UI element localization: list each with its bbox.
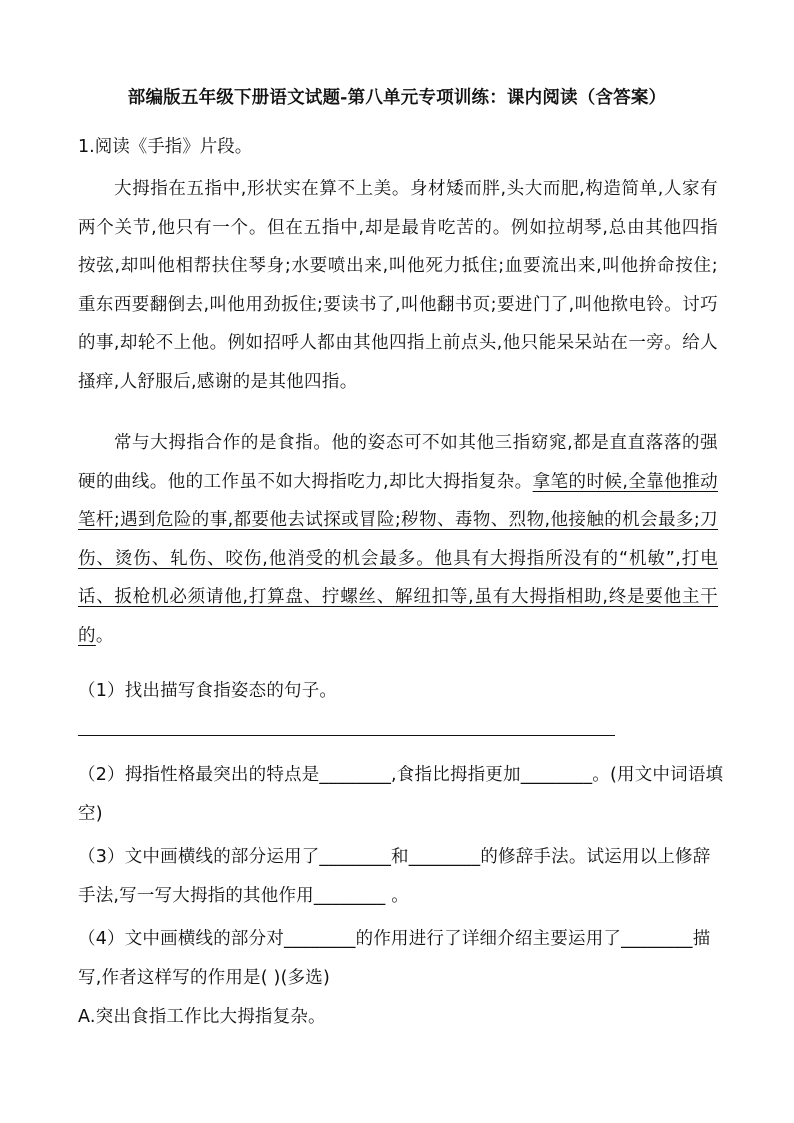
sub-question-4: （4）文中画横线的部分对________的作用进行了详细介绍主要运用了________描写,作者这样写的作用是( )(多选) — [78, 929, 711, 988]
sub-question-1: （1）找出描写食指姿态的句子。 — [78, 681, 338, 701]
passage-p2-text: 常与大拇指合作的是食指。他的姿态可不如其他三指窈窕,都是直直落落的强硬的曲线。他的工作虽不如大拇指吃力,却比大拇指复杂。 — [78, 433, 718, 492]
underlined-passage: 拿笔的时候,全靠他推动笔杆;遇到危险的事,都要他去试探或冒险;秽物、毒物、烈物,他接触的机会最多;刀伤、烫伤、轧伤、咬伤,他消受的机会最多。他具有大拇指所没有的“机敏”,打电话、扳枪机必须请他,打算盘、拧螺丝、解纽扣等,虽有大拇指相助,终是要他主干的 — [78, 471, 718, 646]
option-a: A.突出食指工作比大拇指复杂。 — [78, 1007, 326, 1027]
passage-paragraph-2 — [78, 424, 718, 655]
question-1-heading: 1.阅读《手指》片段。 — [78, 137, 253, 157]
passage-paragraph-1: 大拇指在五指中,形状实在算不上美。身材矮而胖,头大而肥,构造简单,人家有两个关节,他只有一个。但在五指中,却是最肯吃苦的。例如拉胡琴,总由其他四指按弦,却叫他相帮扶住琴身;水要喷出来,叫他死力抵住;血要流出来,叫他拚命按住;重东西要翻倒去,叫他用劲扳住;要读书了,叫他翻书页;要进门了,叫他揿电铃。讨巧的事,却轮不上他。例如招呼人都由其他四指上前点头,他只能呆呆站在一旁。给人搔痒,人舒服后,感谢的是其他四指。 — [78, 179, 718, 392]
document-title: 部编版五年级下册语文试题-第八单元专项训练：课内阅读（含答案） — [127, 88, 667, 108]
answer-blank-line[interactable] — [78, 735, 615, 736]
passage-p2-end: 。 — [95, 625, 114, 646]
sub-question-2: （2）拇指性格最突出的特点是________,食指比拇指更加________。(用文中词语填空) — [78, 765, 724, 824]
sub-question-3: （3）文中画横线的部分运用了________和________的修辞手法。试运用以上修辞手法,写一写大拇指的其他作用________ 。 — [78, 847, 711, 906]
